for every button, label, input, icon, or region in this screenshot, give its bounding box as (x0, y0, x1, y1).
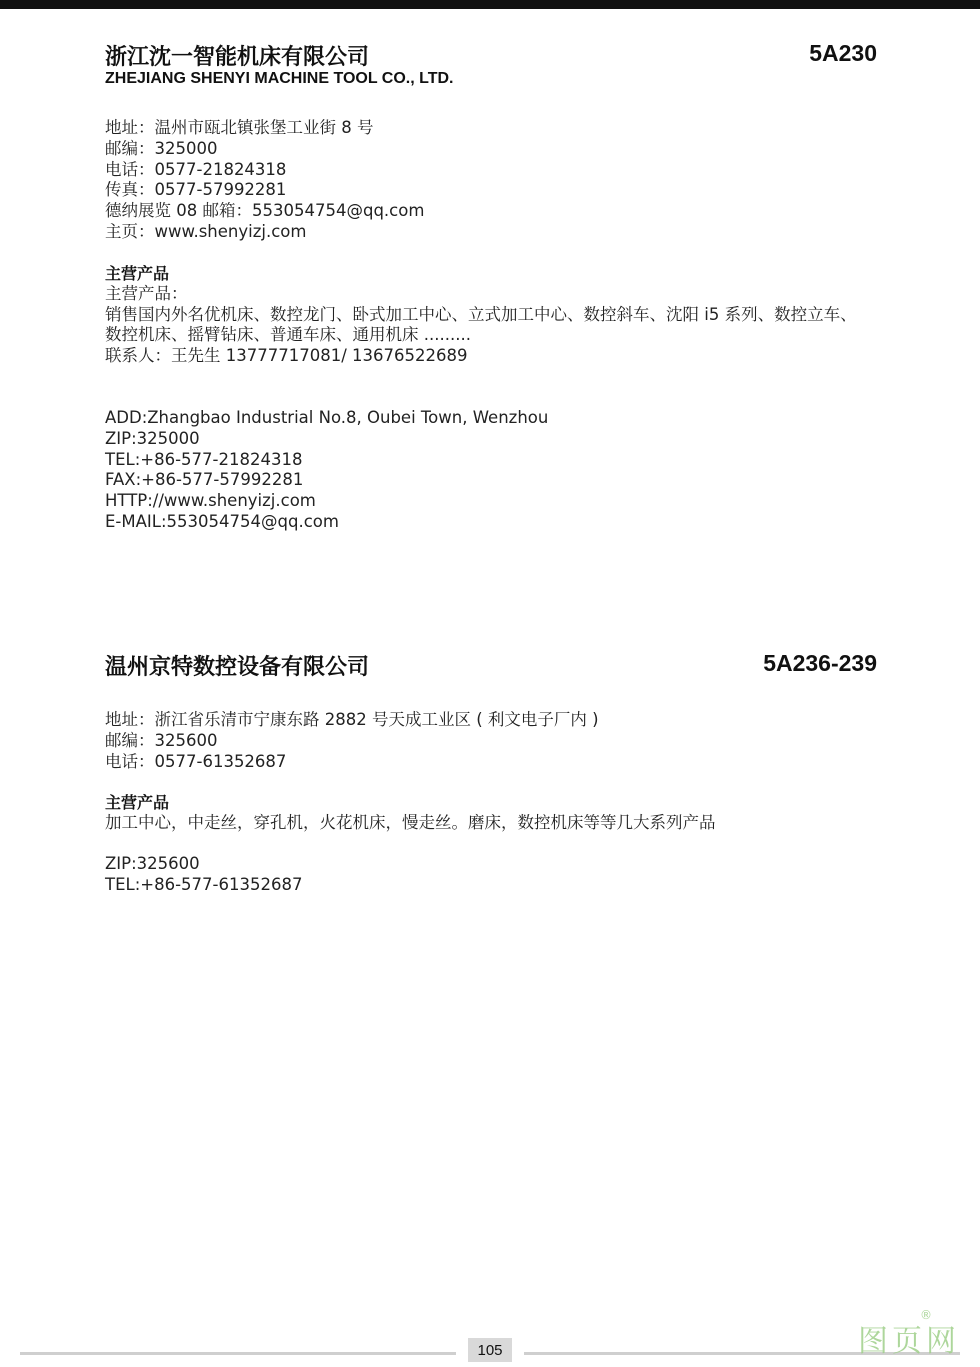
address-line: 地址：温州市瓯北镇张堡工业街 8 号 (105, 118, 374, 137)
company-header (105, 650, 877, 680)
booth-number: 5A230 (809, 40, 877, 66)
products-line: 主营产品： (105, 283, 188, 303)
tel-en-line: TEL:+86-577-21824318 (105, 449, 303, 469)
zip-line: 邮编：325600 (105, 730, 218, 750)
address-line: 地址：浙江省乐清市宁康东路 2882 号天成工业区 ( 利文电子厂内 ) (105, 710, 599, 729)
company-entry-shenyi (105, 40, 877, 533)
address-en-line: ADD:Zhangbao Industrial No.8, Oubei Town, Wenzhou (105, 407, 549, 427)
contact-info-en (105, 408, 877, 533)
contact-info-cn (105, 710, 877, 772)
phone-line: 电话：0577-61352687 (105, 751, 287, 771)
company-header (105, 40, 877, 70)
products-title: 主营产品 (105, 793, 170, 813)
booth-number: 5A236-239 (763, 650, 877, 676)
watermark-text: 图页网 (858, 1324, 960, 1359)
phone-line: 电话：0577-21824318 (105, 159, 287, 179)
products-title: 主营产品 (105, 263, 170, 283)
company-name-en: ZHEJIANG SHENYI MACHINE TOOL CO., LTD. (105, 70, 454, 87)
zip-en-line: ZIP:325600 (105, 854, 200, 874)
http-en-line: HTTP://www.shenyizj.com (105, 491, 316, 511)
company-entry-jingte (105, 650, 877, 896)
products-info (105, 284, 877, 367)
contact-info-cn (105, 118, 877, 243)
zip-line: 邮编：325000 (105, 138, 218, 158)
top-border-bar (0, 0, 980, 9)
fax-en-line: FAX:+86-577-57992281 (105, 470, 304, 490)
page-number: 105 (468, 1338, 512, 1362)
website-line: 主页：www.shenyizj.com (105, 221, 307, 241)
watermark-logo (858, 1308, 968, 1359)
contact-info-en (105, 854, 877, 896)
company-name-cn: 浙江沈一智能机床有限公司 (105, 45, 370, 70)
products-line: 销售国内外名优机床、数控龙门、卧式加工中心、立式加工中心、数控斜车、沈阳 i5 系列、数控立车、 (105, 304, 857, 324)
tel-en-line: TEL:+86-577-61352687 (105, 874, 303, 894)
registered-mark: ® (920, 1308, 932, 1322)
email-line: 德纳展览 08 邮箱：553054754@qq.com (105, 201, 425, 221)
products-info (105, 813, 877, 834)
zip-en-line: ZIP:325000 (105, 428, 200, 448)
fax-line: 传真：0577-57992281 (105, 180, 287, 200)
products-line: 加工中心，中走丝，穿孔机，火花机床，慢走丝。磨床，数控机床等等几大系列产品 (105, 813, 716, 833)
contact-person-line: 联系人：王先生 13777717081/ 13676522689 (105, 346, 468, 366)
footer-rule-left (20, 1352, 456, 1355)
company-name-cn: 温州京特数控设备有限公司 (105, 655, 370, 680)
email-en-line: E-MAIL:553054754@qq.com (105, 511, 339, 531)
products-line: 数控机床、摇臂钻床、普通车床、通用机床 ......... (105, 325, 471, 345)
